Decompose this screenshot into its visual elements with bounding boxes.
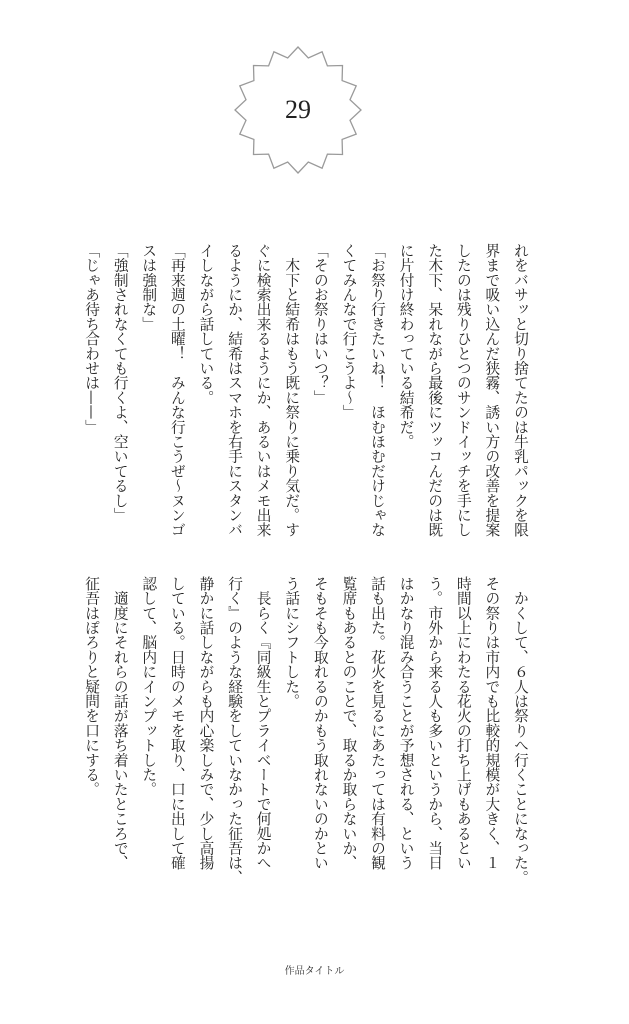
text-column: 征吾はぽろりと疑問を口にする。 xyxy=(83,576,101,797)
page-number-badge xyxy=(233,45,363,175)
footer-title: 作品タイトル xyxy=(284,966,345,977)
text-column: 行く』のような経験をしていなかった征吾は、 xyxy=(226,576,244,885)
text-column: た木下、呆れながら最後にツッコんだのは既 xyxy=(426,243,444,537)
text-column: 「そのお祭りはいつ？」 xyxy=(311,243,329,405)
text-column: 静かに話しながらも内心楽しみで、少し高揚 xyxy=(197,576,215,870)
text-column: 時間以上にわたる花火の打ち上げもあるとい xyxy=(454,576,472,870)
text-column: う話にシフトした。 xyxy=(283,576,301,709)
text-column: くてみんなで行こうよ〜」 xyxy=(340,243,358,420)
text-column: に片付け終わっている結希だ。 xyxy=(397,243,415,449)
text-column: スは強制な」 xyxy=(140,243,158,332)
text-column: 木下と結希はもう既に祭りに乗り気だ。す xyxy=(283,243,301,537)
text-column: している。日時のメモを取り、口に出して確 xyxy=(168,576,186,870)
text-column: るようにか、結希はスマホを右手にスタンバ xyxy=(226,243,244,537)
text-column: う。市外から来る人も多いというから、当日 xyxy=(426,576,444,870)
text-column: 界まで吸い込んだ狭霧、誘い方の改善を提案 xyxy=(483,243,501,537)
text-column: 話も出た。花火を見るにあたっては有料の観 xyxy=(369,576,387,870)
text-column: 認して、脳内にインプットした。 xyxy=(140,576,158,797)
text-column: 「じゃあ待ち合わせは——」 xyxy=(83,243,101,435)
text-column: 長らく『同級生とプライベートで何処かへ xyxy=(254,576,272,870)
text-column: したのは残りひとつのサンドイッチを手にし xyxy=(454,243,472,537)
text-column: はかなり混み合うことが予想される、という xyxy=(397,576,415,870)
text-column: 「お祭り行きたいね！ ほむほむだけじゃな xyxy=(369,243,387,537)
upper-text-block xyxy=(77,243,535,553)
text-column: れをバサッと切り捨てたのは牛乳パックを限 xyxy=(512,243,529,537)
text-column: ぐに検索出来るようにか、あるいはメモ出来 xyxy=(254,243,272,537)
text-column: イしながら話している。 xyxy=(197,243,215,405)
text-column: そもそも今取れるのかもう取れないのかとい xyxy=(311,576,329,870)
lower-text-block xyxy=(77,576,535,886)
text-column: 「再来週の土曜！ みんな行こうぜ〜ヌンゴ xyxy=(168,243,186,537)
page-number: 29 xyxy=(285,95,311,124)
text-column: 覧席もあるとのことで、取るか取らないか、 xyxy=(340,576,358,870)
text-column: 「強制されなくても行くよ、空いてるし」 xyxy=(111,243,129,523)
text-column: かくして、６人は祭りへ行くことになった。 xyxy=(512,576,529,885)
text-column: 適度にそれらの話が落ち着いたところで、 xyxy=(111,576,129,870)
text-column: その祭りは市内でも比較的規模が大きく、１ xyxy=(483,576,501,870)
